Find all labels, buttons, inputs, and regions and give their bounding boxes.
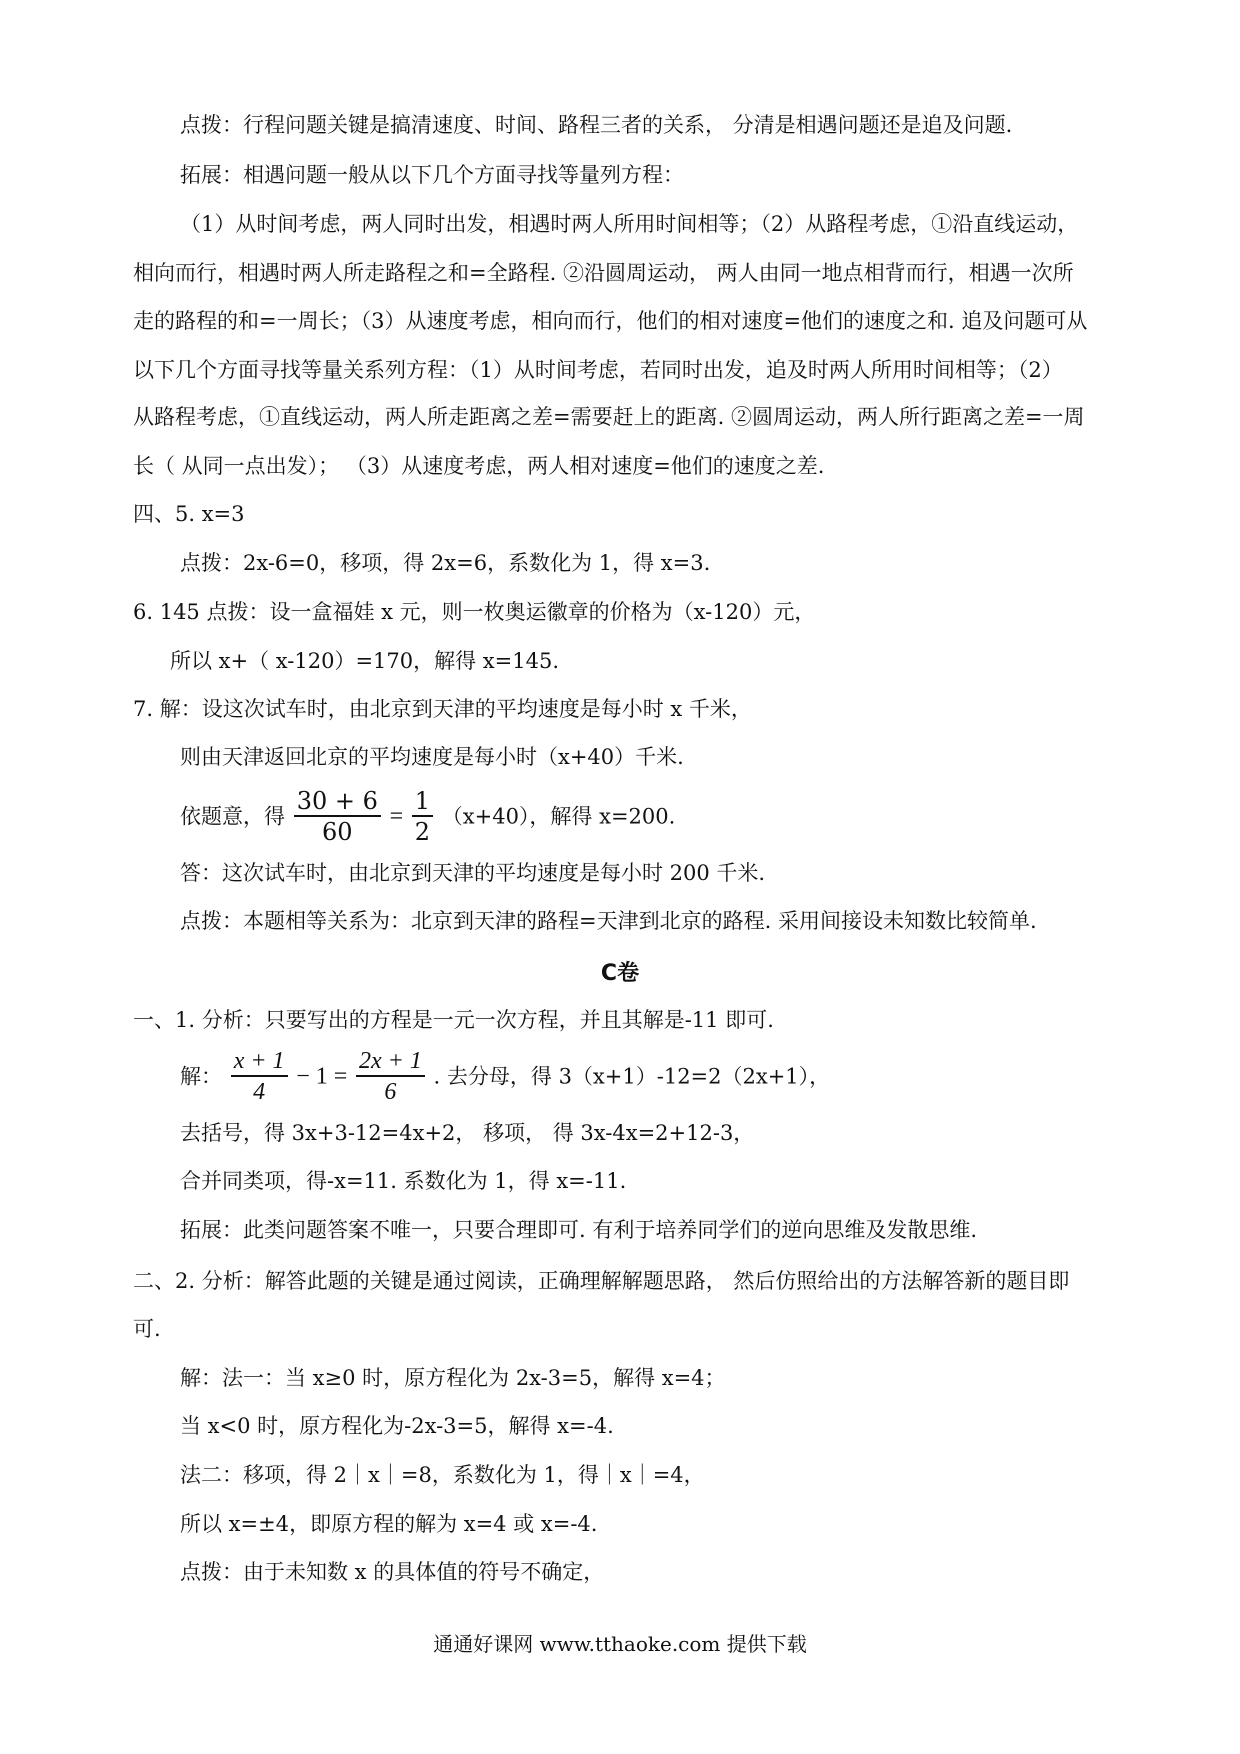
- fraction-denominator: 60: [322, 817, 353, 846]
- equation-prefix: 依题意，得: [180, 804, 285, 829]
- fraction-numerator: 2x + 1: [356, 1047, 425, 1077]
- text-line: 以下几个方面寻找等量关系列方程：（1）从时间考虑，若同时出发，追及时两人所用时间相等；（2）: [133, 358, 1063, 382]
- fraction: [294, 787, 381, 847]
- equals-sign: =: [389, 803, 404, 830]
- text-line: 四、5. x=3: [133, 502, 245, 526]
- text-line: 法二：移项，得 2｜x｜=8，系数化为 1，得｜x｜=4，: [180, 1463, 705, 1487]
- text-line: 可.: [133, 1317, 161, 1341]
- text-line: 点拨：本题相等关系为：北京到天津的路程=天津到北京的路程. 采用间接设未知数比较简单.: [180, 909, 1037, 933]
- text-line: （1）从时间考虑，两人同时出发，相遇时两人所用时间相等；（2）从路程考虑，①沿直线运动，: [180, 212, 1079, 236]
- text-line: 二、2. 分析：解答此题的关键是通过阅读，正确理解解题思路， 然后仿照给出的方法解答新的题目即: [133, 1269, 1070, 1293]
- text-line: 合并同类项，得-x=11. 系数化为 1，得 x=-11.: [180, 1169, 627, 1193]
- fraction-denominator: 4: [253, 1078, 266, 1105]
- equation-line: [180, 1043, 830, 1109]
- text-line: 走的路程的和=一周长；（3）从速度考虑，相向而行，他们的相对速度=他们的速度之和. 追及问题可从: [133, 309, 1088, 333]
- fraction: [412, 787, 433, 847]
- text-line: 点拨：2x-6=0，移项，得 2x=6，系数化为 1，得 x=3.: [180, 551, 711, 575]
- equation-suffix: . 去分母，得 3（x+1）-12=2（2x+1），: [433, 1064, 831, 1089]
- fraction-numerator: 1: [412, 787, 433, 817]
- text-line: 则由天津返回北京的平均速度是每小时（x+40）千米.: [180, 745, 684, 769]
- text-line: 6. 145 点拨：设一盒福娃 x 元，则一枚奥运徽章的价格为（x-120）元，: [133, 600, 816, 624]
- fraction: [356, 1047, 425, 1107]
- fraction-numerator: 30 + 6: [294, 787, 381, 817]
- text-line: 点拨：行程问题关键是搞清速度、时间、路程三者的关系， 分清是相遇问题还是追及问题.: [180, 113, 1013, 137]
- text-line: 7. 解：设这次试车时，由北京到天津的平均速度是每小时 x 千米，: [133, 697, 752, 721]
- text-line: 所以 x=±4，即原方程的解为 x=4 或 x=-4.: [180, 1512, 598, 1536]
- text-line: 当 x<0 时，原方程化为-2x-3=5，解得 x=-4.: [180, 1414, 614, 1438]
- fraction-denominator: 6: [384, 1078, 397, 1105]
- text-line: 解：法一：当 x≥0 时，原方程化为 2x-3=5，解得 x=4；: [180, 1366, 726, 1390]
- fraction-numerator: x + 1: [231, 1047, 288, 1077]
- section-heading: C卷: [600, 961, 640, 986]
- fraction-denominator: 2: [414, 817, 431, 846]
- text-line: 所以 x+（ x-120）=170，解得 x=145.: [170, 649, 559, 673]
- equation-operator: − 1 =: [296, 1063, 348, 1090]
- equation-suffix: （x+40），解得 x=200.: [441, 804, 676, 829]
- text-line: 拓展：此类问题答案不唯一，只要合理即可. 有利于培养同学们的逆向思维及发散思维.: [180, 1218, 978, 1242]
- text-line: 相向而行，相遇时两人所走路程之和=全路程. ②沿圆周运动， 两人由同一地点相背而行，相遇一次所: [133, 261, 1074, 285]
- page-footer: 通通好课网 www.tthaoke.com 提供下载: [433, 1632, 807, 1656]
- text-line: 点拨：由于未知数 x 的具体值的符号不确定，: [180, 1560, 605, 1584]
- text-line: 去括号，得 3x+3-12=4x+2， 移项， 得 3x-4x=2+12-3，: [180, 1121, 755, 1145]
- equation-line: [180, 783, 675, 849]
- text-line: 答：这次试车时，由北京到天津的平均速度是每小时 200 千米.: [180, 861, 766, 885]
- text-line: 从路程考虑，①直线运动，两人所走距离之差=需要赶上的距离. ②圆周运动，两人所行距离之差=一周: [133, 405, 1085, 429]
- text-line: 长（ 从同一点出发）； （3）从速度考虑，两人相对速度=他们的速度之差.: [133, 454, 825, 478]
- equation-prefix: 解：: [180, 1064, 222, 1089]
- text-line: 一、1. 分析：只要写出的方程是一元一次方程，并且其解是-11 即可.: [133, 1008, 774, 1032]
- text-line: 拓展：相遇问题一般从以下几个方面寻找等量列方程：: [180, 163, 684, 187]
- fraction: [231, 1047, 288, 1107]
